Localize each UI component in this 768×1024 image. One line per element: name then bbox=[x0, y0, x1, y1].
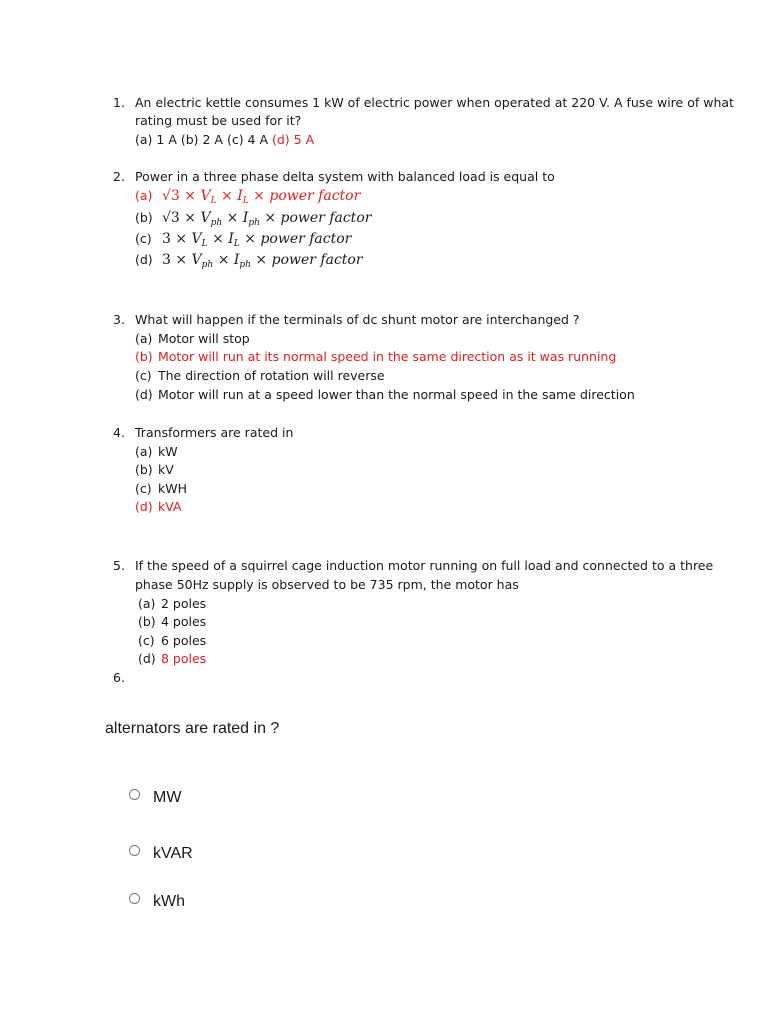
q1-options bbox=[135, 132, 314, 147]
q1-text-line1: An electric kettle consumes 1 kW of electric power when operated at 220 V. A fuse wire of what bbox=[135, 95, 734, 110]
q2-option-a bbox=[135, 188, 360, 206]
q5-answer: 8 poles bbox=[161, 651, 207, 666]
q3-option-d: (d) Motor will run at a speed lower than the normal speed in the same direction bbox=[135, 387, 635, 402]
q6-text: alternators are rated in ? bbox=[105, 720, 280, 737]
q2-option-d-formula: $3 \times V_{ph} \times I_{ph}$ × power factor bbox=[161, 252, 363, 270]
q1-number: 1. bbox=[113, 95, 125, 110]
q2-option-d-label: (d) bbox=[135, 252, 153, 267]
radio-button-icon[interactable] bbox=[129, 789, 140, 800]
q6-option-label: kVAR bbox=[153, 845, 193, 862]
q6-option-label: kWh bbox=[153, 893, 185, 910]
q4-option-d-answer: (d) kVA bbox=[135, 499, 182, 514]
q5-option-d: (d) 8 poles bbox=[138, 651, 207, 666]
q6-number: 6. bbox=[113, 670, 125, 685]
q4-option-b: (b) kV bbox=[135, 462, 174, 477]
q3-number: 3. bbox=[113, 312, 125, 327]
q3-text: What will happen if the terminals of dc shunt motor are interchanged ? bbox=[135, 312, 580, 327]
q2-option-b-label: (b) bbox=[135, 210, 153, 225]
q2-option-b-formula: $√3 \times V_{ph} \times I_{ph}$ × power factor bbox=[161, 210, 372, 228]
q5-option-c: (c) 6 poles bbox=[138, 633, 207, 648]
q2-option-c-formula: $3 \times V_L \times I_L$ × power factor bbox=[161, 231, 352, 249]
q5-option-a: (a) 2 poles bbox=[138, 596, 207, 611]
radio-button-icon[interactable] bbox=[129, 893, 140, 904]
q2-option-a-label: (a) bbox=[135, 188, 153, 203]
q3-option-a: (a) Motor will stop bbox=[135, 331, 250, 346]
q2-option-a-formula: $√3 \times V_L \times I_L$ × power factor bbox=[161, 188, 361, 206]
q2-option-c bbox=[135, 231, 351, 249]
radio-button-icon[interactable] bbox=[129, 845, 140, 856]
q3-option-c: (c) The direction of rotation will reverse bbox=[135, 368, 385, 383]
q2-number: 2. bbox=[113, 169, 125, 184]
q2-option-b bbox=[135, 210, 371, 228]
q5-text-line1: If the speed of a squirrel cage induction motor running on full load and connected to a three bbox=[135, 558, 714, 573]
q4-option-a: (a) kW bbox=[135, 444, 178, 459]
q6-option-label: MW bbox=[153, 789, 182, 806]
q1-answer: (d) 5 A bbox=[272, 132, 315, 147]
q1-text-line2: rating must be used for it? bbox=[135, 113, 302, 128]
q1-options-prefix: (a) 1 A (b) 2 A (c) 4 A bbox=[135, 132, 272, 147]
q2-option-d bbox=[135, 252, 363, 270]
q4-option-c: (c) kWH bbox=[135, 481, 187, 496]
q2-text: Power in a three phase delta system with balanced load is equal to bbox=[135, 169, 555, 184]
q5-text-line2: phase 50Hz supply is observed to be 735 rpm, the motor has bbox=[135, 577, 519, 592]
q5-option-b: (b) 4 poles bbox=[138, 614, 207, 629]
q3-option-b-answer: (b) Motor will run at its normal speed in the same direction as it was running bbox=[135, 349, 617, 364]
q4-text: Transformers are rated in bbox=[135, 425, 294, 440]
q2-option-c-label: (c) bbox=[135, 231, 152, 246]
q5-number: 5. bbox=[113, 558, 125, 573]
q4-number: 4. bbox=[113, 425, 125, 440]
